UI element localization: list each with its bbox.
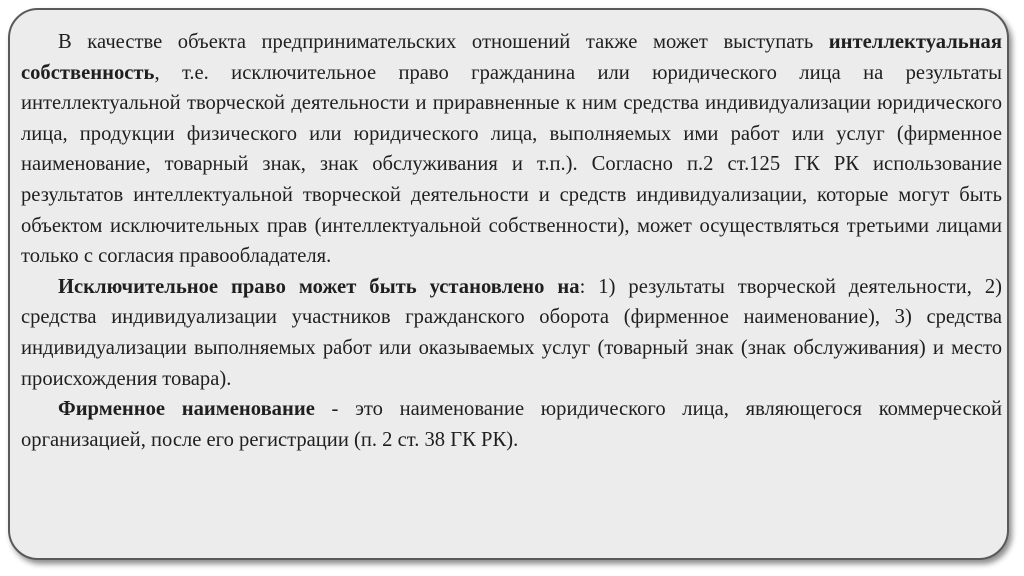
paragraph-1-term: интеллектуальная собственность xyxy=(21,31,1002,84)
paragraph-2-body: : 1) результаты творческой деятельности, 2) средства индивидуализации участников гражданского оборота (фирменное наименование), 3) средства индивидуализации выполняемых работ или оказываемых услуг (товарный знак (знак обслуживания) и место происхождения товара). xyxy=(21,275,1002,390)
paragraph-2-term: Исключительное право может быть установлено на xyxy=(58,275,580,298)
paragraph-3-term: Фирменное наименование xyxy=(58,398,315,421)
paragraph-3-body: - это наименование юридического лица, являющегося коммерческой организацией, после его регистрации (п. 2 ст. 38 ГК РК). xyxy=(21,398,1002,451)
paragraph-exclusive-right xyxy=(21,272,1002,394)
paragraph-1-lead: В качестве объекта предпринимательских отношений также может выступать xyxy=(58,31,829,53)
paragraph-company-name xyxy=(21,394,1002,455)
paragraph-intellectual-property xyxy=(21,27,1002,272)
slide-text xyxy=(21,27,1002,455)
paragraph-1-body: , т.е. исключительное право гражданина или юридического лица на результаты интеллектуальной творческой деятельности и приравненные к ним средства индивидуализации юридического лица, продукции физического или юридического лица, выполняемых ими работ или услуг (фирменное наименование, товарный знак, знак обслуживания и т.п.). Согласно п.2 ст.125 ГК РК использование результатов интеллектуальной творческой деятельности и средств индивидуализации, которые могут быть объектом исключительных прав (интеллектуальной собственности), может осуществляться третьими лицами только с согласия правообладателя. xyxy=(21,61,1002,268)
